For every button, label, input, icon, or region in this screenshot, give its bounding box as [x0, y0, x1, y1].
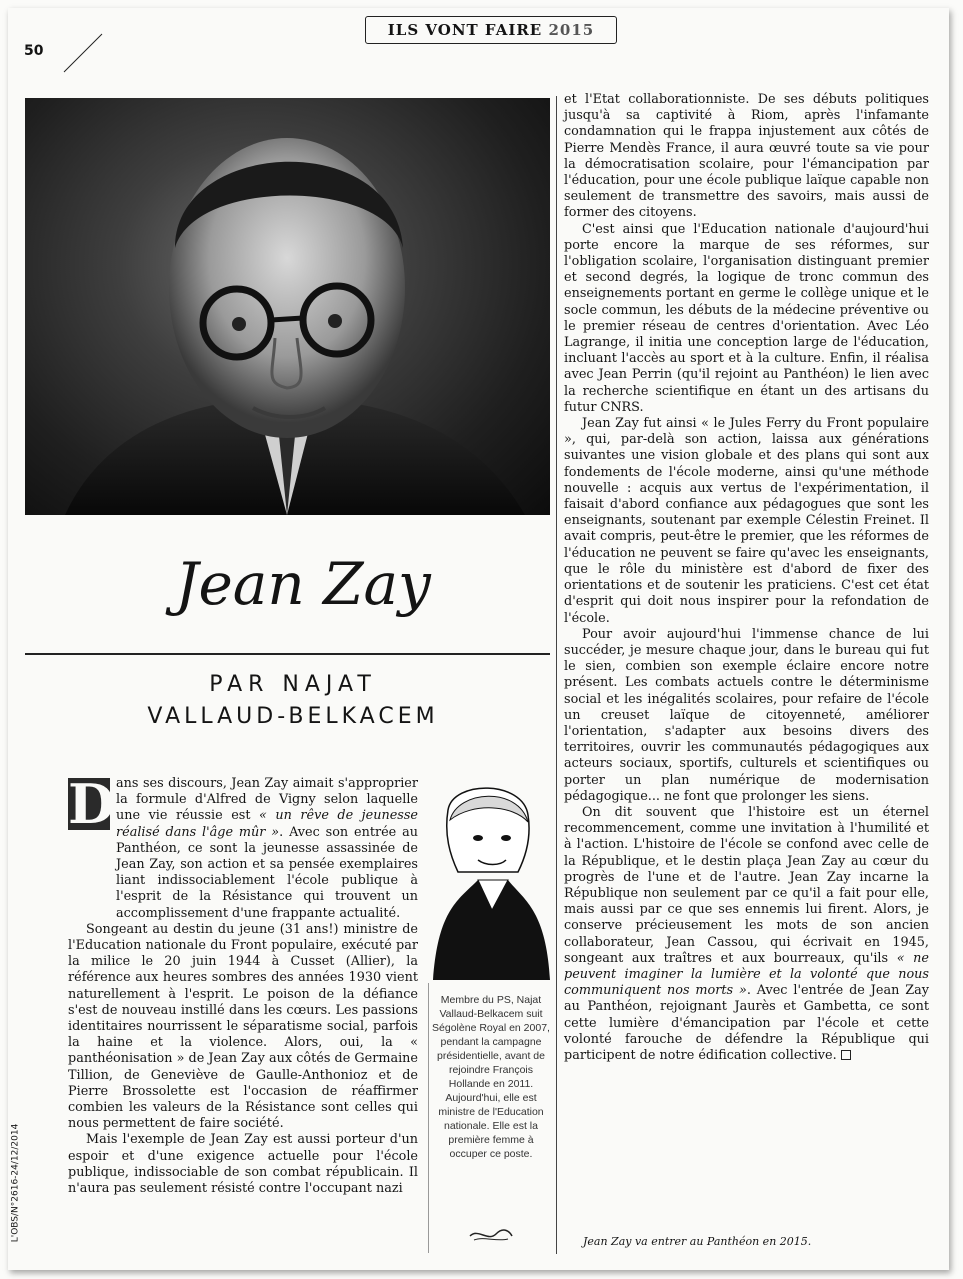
paragraph-4: et l'Etat collaborationniste. De ses débuts politiques jusqu'à sa captivité à Riom, après l'infamante condamnation qui le frappa injustement aux côtés de Pierre Mendès France, il aura œuvré toute sa vie pour la démocratisation scolaire, pour l'émancipation par l'éducation, pour une école publique laïque capable non seulement de transmettre des savoirs, mais aussi de former des citoyens. [564, 92, 929, 221]
page-number: 50 [24, 43, 44, 59]
magazine-page [8, 8, 949, 1270]
rubric-text: ILS VONT FAIRE [387, 21, 543, 39]
paragraph-8-lead: On dit souvent que l'histoire est un éternel recommencement, comme une invitation à l'humilité et à l'action. L'histoire de l'école se confond avec celle de la République, et le destin plaça Jean Zay au cœur du progrès de l'une et de l'autre. Jean Zay incarne la République non seulement par ce qu'il a fait pour elle, mais aussi par ce que ses ennemis lui firent. Alors, je conserve précieusement les mots de son ancien collaborateur, Jean Cassou, qui écrivait en 1945, songeant aux traîtres et aux bourreaux, qu'ils [564, 804, 929, 966]
paragraph-2: Songeant au destin du jeune (31 ans!) ministre de l'Education nationale du Front populaire, exécuté par la milice le 20 juin 1944 à Cusset (Allier), la référence aux heures sombres des années 1930 vient naturellement à l'esprit. Le poison de la défiance s'est de nouveau instillé dans les cœurs. Les passions identitaires nourrissent le séparatisme social, parfois la haine et la violence. Alors, oui, la « panthéonisation » de Jean Zay aux côtés de Germaine Tillion, de Geneviève de Gaulle-Anthonioz et de Pierre Brossolette est l'occasion de réaffirmer combien les valeurs de la Résistance sont celles qui nous permettent de faire société. [68, 921, 418, 1132]
paragraph-7: Pour avoir aujourd'hui l'immense chance de lui succéder, je mesure chaque jour, dans le bureau qui fut le sien, combien son exemple éclaire encore notre présent. Les combats actuels contre le déterminisme social et les inégalités scolaires, pour refaire de l'école un creuset laïque de citoyenneté, améliorer l'orientation, s'adapter aux besoins divers des territoires, ouvrir les communautés pédagogiques aux acteurs sociaux, sportifs, culturels et scientifiques ou porter un plan numérique de modernisation pédagogique... ne font que prolonger les siens. [564, 626, 929, 804]
cassou-quote: « ne peuvent imaginer la lumière et la volonté que nous communiquent nos morts » [564, 950, 929, 999]
author-caption: Membre du PS, Najat Vallaud-Belkacem suit Ségolène Royal en 2007, pendant la campagne présidentielle, avant de rejoindre François Hollande en 2011. Aujourd'hui, elle est ministre de l'Education nationale. Elle est la première femme à occuper ce poste. [432, 994, 550, 1160]
byline-line-1: PAR NAJAT [209, 672, 377, 697]
issue-line-text: L'OBS/N°2616-24/12/2014 [10, 1123, 21, 1243]
author-sketch [428, 780, 550, 980]
section-rubric [365, 16, 617, 44]
issue-line [8, 1123, 26, 1248]
folio-slash [60, 30, 106, 76]
column-divider [556, 96, 557, 1254]
drop-cap: D [68, 772, 115, 836]
paragraph-5: C'est ainsi que l'Education nationale d'aujourd'hui porte encore la marque de ses réformes, sur l'obligation scolaire, l'organisation distinguant premier et second degrés, la logique de tronc commun des enseignements portant en germe le collège unique et le socle commun, les débuts de la médecine préventive ou le premier réseau de centres d'orientation. Avec Léo Lagrange, il initia une conception large de l'éducation, incluant l'accès au sport et à la culture. Enfin, il réalisa avec Jean Perrin (qu'il rejoint au Panthéon) le lien avec la recherche scientifique en étant un des artisans du futur CNRS. [564, 221, 929, 415]
paragraph-8-tail: . Avec l'entrée de Jean Zay au Panthéon, rejoignant Jaurès et Gambetta, ce sont cette lumière d'émancipation par l'école et cette volonté farouche de défendre la République qui participent de notre édification collective. [564, 983, 929, 1063]
paragraph-3: Mais l'exemple de Jean Zay est aussi porteur d'un espoir et d'une exigence actuelle pour l'école publique, indissociable de son combat républicain. Il n'aura pas seulement résisté contre l'occupant nazi [68, 1132, 418, 1197]
body-column-left [68, 772, 419, 1197]
paragraph-1-lead: ans ses discours, Jean Zay aimait s'approprier la formule d'Alfred de Vigny selon laquelle une vie réussie est [116, 776, 418, 824]
paragraph-6: Jean Zay fut ainsi « le Jules Ferry du Front populaire », qui, par-delà son action, laissa aux générations suivantes une vision globale et des plans qui sont aux fondements de l'école moderne, ainsi qu'une méthode nouvelle : acquis aux vertus de l'expérimentation, il faisait d'abord confiance aux pédagogues que sont les enseignants, soutenant par exemple Célestin Freinet. Il avait compris, peut-être le premier, que les réformes de l'éducation ne peuvent se faire qu'avec les enseignants, que le rôle du ministère est d'abord de fixer des orientations et de soutenir les praticiens. C'est cet état d'esprit qui doit nous inspirer pour la refondation de l'école. [564, 416, 929, 626]
portrait-photo [25, 98, 550, 515]
end-mark-icon [841, 1050, 851, 1060]
vigny-quote: « un rêve de jeunesse réalisé dans l'âge mûr » [116, 808, 418, 840]
body-column-right [564, 92, 929, 1064]
article-title: Jean Zay [175, 550, 431, 618]
title-rule [25, 653, 550, 655]
rubric-year: 2015 [548, 21, 595, 39]
paragraph-8 [564, 805, 929, 1064]
photo-caption: Jean Zay va entrer au Panthéon en 2015. [583, 1235, 812, 1248]
byline-line-2: VALLAUD-BELKACEM [147, 704, 439, 729]
paragraph-1 [68, 772, 419, 922]
signature-flourish-icon [466, 1226, 516, 1244]
paragraph-1-tail: . Avec son entrée au Panthéon, ce sont la jeunesse assassinée de Jean Zay, son action et sa pensée exemplaires liant indissociablement l'école publique à l'esprit de la Résistance qui trouvent un accomplissement d'une frappante actualité. [116, 824, 419, 921]
